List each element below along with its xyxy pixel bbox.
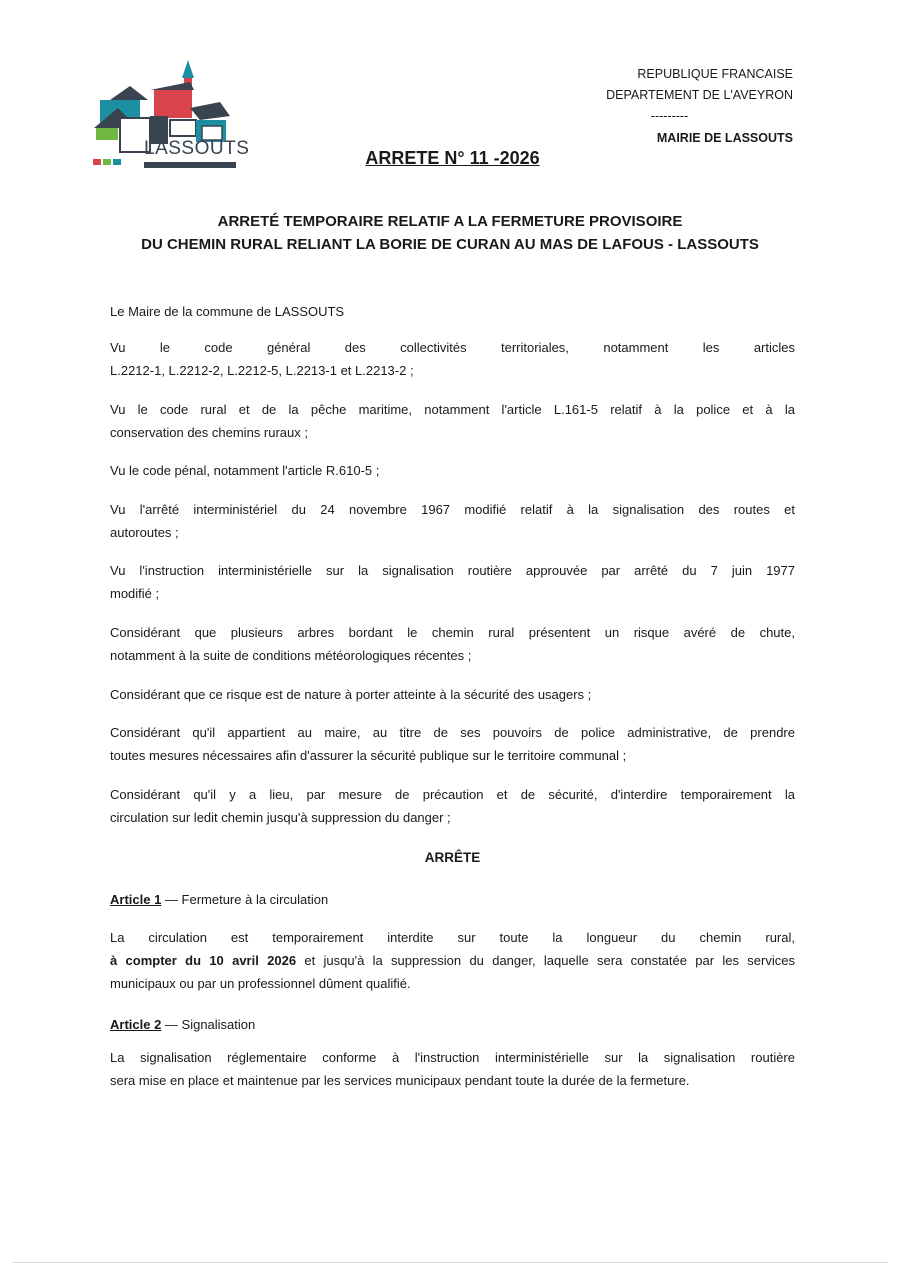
text-line: circulation sur ledit chemin jusqu'à suppression du danger ; bbox=[110, 810, 451, 825]
article-title: — Signalisation bbox=[161, 1017, 256, 1032]
preamble-paragraph bbox=[110, 683, 795, 706]
text-line: Vu le code rural et de la pêche maritime, notamment l'article L.161-5 relatif à la police et à la bbox=[110, 402, 795, 417]
decree-number: ARRETE N° 11 -2026 bbox=[365, 148, 540, 168]
text-line: sera mise en place et maintenue par les services municipaux pendant toute la durée de la fermeture. bbox=[110, 1073, 690, 1088]
text-line: Vu le code général des collectivités territoriales, notamment les articles bbox=[110, 340, 795, 355]
preamble-paragraph bbox=[110, 559, 795, 605]
text-line: notamment à la suite de conditions météorologiques récentes ; bbox=[110, 648, 472, 663]
page-edge-line bbox=[12, 1262, 888, 1263]
text-line: Vu l'instruction interministérielle sur la signalisation routière approuvée par arrêté du 7 juin 1977 bbox=[110, 563, 795, 578]
preamble-paragraph bbox=[110, 300, 795, 323]
text-line bbox=[110, 949, 795, 972]
article-title: — Fermeture à la circulation bbox=[161, 892, 329, 907]
preamble-paragraph bbox=[110, 336, 795, 382]
logo-name: LASSOUTS bbox=[144, 138, 250, 159]
article-2-text bbox=[110, 1046, 795, 1092]
text-line: Considérant qu'il appartient au maire, au titre de ses pouvoirs de police administrative, de prendre bbox=[110, 725, 795, 740]
text-line: conservation des chemins ruraux ; bbox=[110, 425, 308, 440]
text-line: Considérant que ce risque est de nature à porter atteinte à la sécurité des usagers ; bbox=[110, 687, 592, 702]
article-2-heading bbox=[110, 1013, 255, 1036]
preamble-paragraph bbox=[110, 621, 795, 667]
text-line: Vu l'arrêté interministériel du 24 novembre 1967 modifié relatif à la signalisation des routes et bbox=[110, 502, 795, 517]
text-fragment: et jusqu'à la suppression du danger, laquelle sera constatée par les services bbox=[296, 953, 795, 968]
preamble-paragraph bbox=[110, 498, 795, 544]
preamble-paragraph bbox=[110, 783, 795, 829]
article-1-text bbox=[110, 926, 795, 995]
text-line: toutes mesures nécessaires afin d'assurer la sécurité publique sur le territoire communal ; bbox=[110, 748, 627, 763]
text-line: modifié ; bbox=[110, 586, 160, 601]
article-1-heading bbox=[110, 888, 328, 911]
republic-label: REPUBLIQUE FRANCAISE bbox=[637, 67, 793, 81]
document-body bbox=[110, 0, 795, 1272]
article-label: Article 2 bbox=[110, 1017, 162, 1032]
text-line: autoroutes ; bbox=[110, 525, 179, 540]
effective-date: à compter du 10 avril 2026 bbox=[110, 953, 297, 968]
preamble-paragraph bbox=[110, 721, 795, 767]
decision-heading: ARRÊTE bbox=[424, 850, 481, 865]
title-line: DU CHEMIN RURAL RELIANT LA BORIE DE CURAN AU MAS DE LAFOUS - LASSOUTS bbox=[141, 236, 759, 253]
text-line: Considérant qu'il y a lieu, par mesure de précaution et de sécurité, d'interdire temporairement la bbox=[110, 787, 795, 802]
preamble-paragraph bbox=[110, 398, 795, 444]
text-line: Vu le code pénal, notamment l'article R.610-5 ; bbox=[110, 463, 380, 478]
mairie-label: MAIRIE DE LASSOUTS bbox=[656, 131, 793, 145]
text-line: La signalisation réglementaire conforme à l'instruction interministérielle sur la signalisation routière bbox=[110, 1050, 795, 1065]
text-line: Considérant que plusieurs arbres bordant le chemin rural présentent un risque avéré de chute, bbox=[110, 625, 795, 640]
article-label: Article 1 bbox=[110, 892, 162, 907]
text-line: Le Maire de la commune de LASSOUTS bbox=[110, 304, 345, 319]
preamble-paragraph bbox=[110, 459, 795, 482]
text-line: L.2212-1, L.2212-2, L.2212-5, L.2213-1 et L.2213-2 ; bbox=[110, 363, 414, 378]
text-line: municipaux ou par un professionnel dûment qualifié. bbox=[110, 976, 411, 991]
department-label: DEPARTEMENT DE L'AVEYRON bbox=[606, 88, 793, 102]
text-line: La circulation est temporairement interdite sur toute la longueur du chemin rural, bbox=[110, 930, 795, 945]
title-line: ARRETÉ TEMPORAIRE RELATIF A LA FERMETURE PROVISOIRE bbox=[217, 213, 683, 230]
separator: --------- bbox=[650, 109, 689, 123]
